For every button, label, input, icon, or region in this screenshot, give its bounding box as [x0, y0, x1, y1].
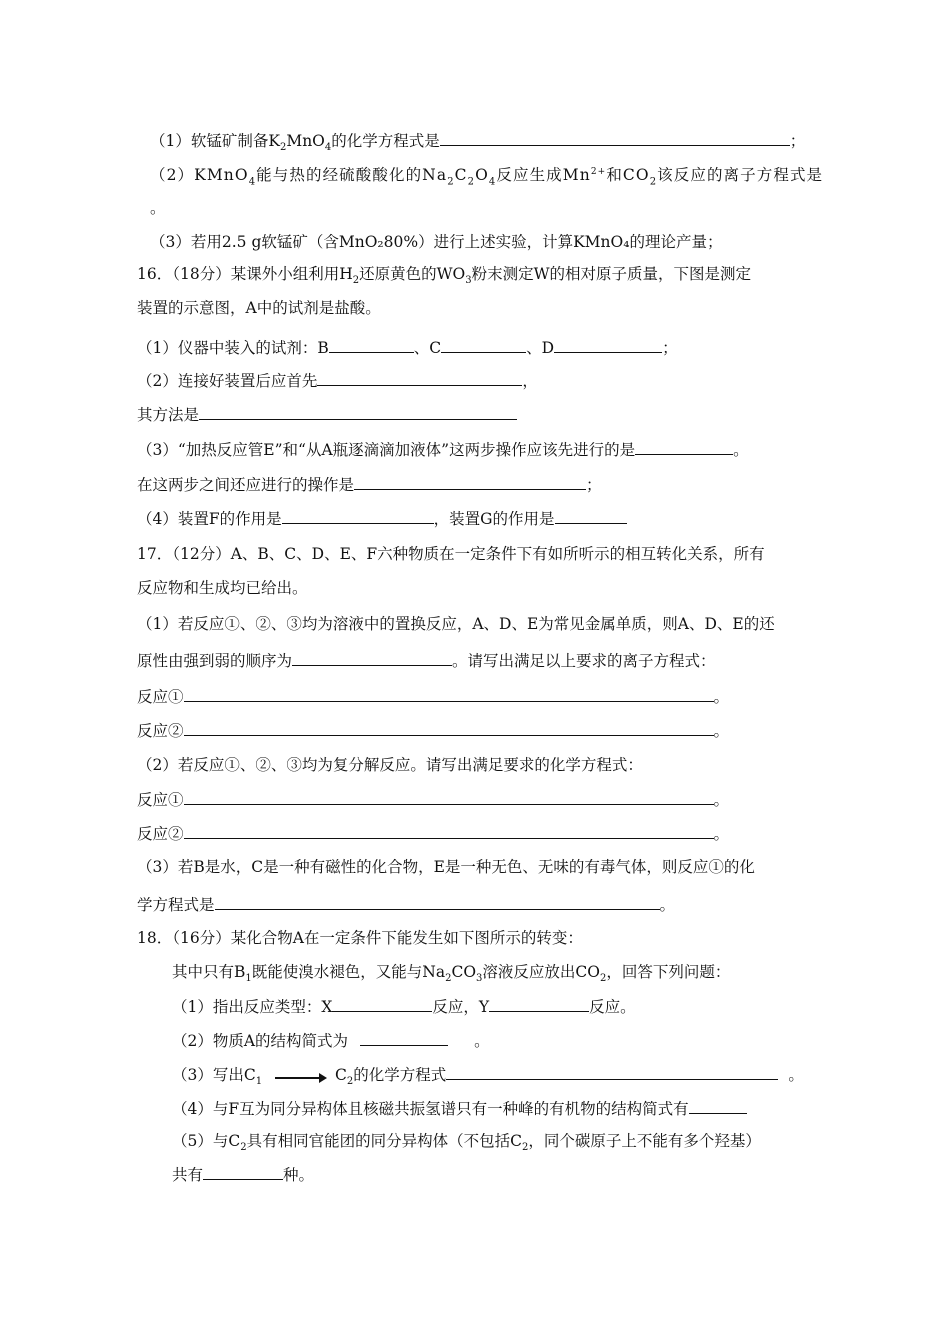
q16-heading: 16．（18分）某课外小组利用$H_2$还原黄色的$WO_3$粉末测定W的相对原子质量，下图是测定 [137, 265, 752, 287]
reaction-arrow-icon [275, 1069, 327, 1083]
answer-blank-x[interactable] [332, 996, 432, 1012]
answer-blank[interactable] [292, 650, 452, 666]
q17-reaction2: 反应② 。 [137, 722, 730, 740]
q17-part1: （1）若反应①、②、③均为溶液中的置换反应，A、D、E为常见金属单质，则A、D、E的还 [137, 615, 775, 633]
q17-heading: 17．（12分）A、B、C、D、E、F六种物质在一定条件下有如所听示的相互转化关系，所有 [137, 545, 765, 563]
q18-intro: 其中只有$B_1$既能使溴水褪色，又能与$Na_2CO_3$溶液反应放出$CO_2$，回答下列问题： [172, 963, 731, 985]
answer-blank[interactable] [446, 1064, 778, 1080]
q17-reaction1: 反应① 。 [137, 688, 730, 706]
q16-part3b: 在这两步之间还应进行的操作是 ； [137, 476, 602, 494]
answer-blank[interactable] [317, 370, 522, 386]
answer-blank-d[interactable] [554, 337, 662, 353]
answer-blank[interactable] [199, 404, 517, 420]
answer-blank[interactable] [203, 1164, 283, 1180]
q17-part2: （2）若反应①、②、③均为复分解反应。请写出满足要求的化学方程式： [137, 756, 643, 774]
q17-heading-2: 反应物和生成均已给出。 [137, 579, 308, 597]
q18-heading: 18．（16分）某化合物A在一定条件下能发生如下图所示的转变： [137, 929, 583, 947]
q17-part3: （3）若B是水，C是一种有磁性的化合物，E是一种无色、无味的有毒气体，则反应①的化 [137, 858, 755, 876]
q17-part3b: 学方程式是 。 [137, 896, 676, 914]
q15-part1: （1）软锰矿制备$K_2MnO_4$的化学方程式是 ； [150, 132, 806, 154]
q16-part2b: 其方法是 [137, 404, 517, 425]
answer-blank-y[interactable] [489, 996, 589, 1012]
answer-blank[interactable] [440, 130, 790, 146]
q16-part2: （2）连接好装置后应首先 ， [137, 372, 538, 390]
answer-blank-f[interactable] [282, 508, 434, 524]
answer-blank-c[interactable] [441, 337, 526, 353]
q17-part1b: 原性由强到弱的顺序为 。请写出满足以上要求的离子方程式： [137, 652, 716, 670]
answer-blank-g[interactable] [555, 508, 627, 524]
q17-reaction3: 反应① 。 [137, 791, 730, 809]
q17-reaction4: 反应② 。 [137, 825, 730, 843]
q18-part1: （1）指出反应类型：X 反应，Y 反应。 [172, 998, 636, 1016]
answer-blank[interactable] [635, 439, 733, 455]
answer-blank[interactable] [354, 474, 586, 490]
answer-blank[interactable] [215, 894, 660, 910]
q16-heading-2: 装置的示意图，A中的试剂是盐酸。 [137, 299, 381, 317]
q16-part3: （3）“加热反应管E”和“从A瓶逐滴滴加液体”这两步操作应该先进行的是 。 [137, 441, 749, 459]
q16-part1: （1）仪器中装入的试剂：B 、C 、D ； [137, 339, 678, 357]
q18-part5b: 共有 种。 [172, 1166, 315, 1184]
q18-part4: （4）与F互为同分异构体且核磁共振氢谱只有一种峰的有机物的结构简式有 [172, 1098, 747, 1119]
q18-part5: （5）与$C_2$具有相同官能团的同分异构体（不包括$C_2$，同个碳原子上不能有多个羟基） [172, 1132, 761, 1154]
answer-blank[interactable] [184, 686, 714, 702]
q16-part4: （4）装置F的作用是 ，装置G的作用是 [137, 508, 627, 529]
answer-blank[interactable] [360, 1030, 448, 1046]
answer-blank[interactable] [689, 1098, 747, 1114]
q15-part2-end: 。 [150, 199, 166, 217]
q15-part3: （3）若用2.5 g软锰矿（含MnO₂80%）进行上述实验，计算KMnO₄的理论产量； [150, 233, 723, 251]
answer-blank-b[interactable] [329, 337, 414, 353]
answer-blank[interactable] [184, 823, 714, 839]
q18-part3: （3）写出$C_1$ $C_2$的化学方程式 。 [172, 1066, 804, 1088]
q15-part2: （2）KMnO$_4$能与热的经硫酸酸化的$Na_2C_2O_4$反应生成$Mn^{2+}$和$CO_2$该反应的离子方程式是 [150, 166, 824, 188]
q18-part2: （2）物质A的结构简式为 。 [172, 1032, 490, 1050]
answer-blank[interactable] [184, 789, 714, 805]
answer-blank[interactable] [184, 720, 714, 736]
